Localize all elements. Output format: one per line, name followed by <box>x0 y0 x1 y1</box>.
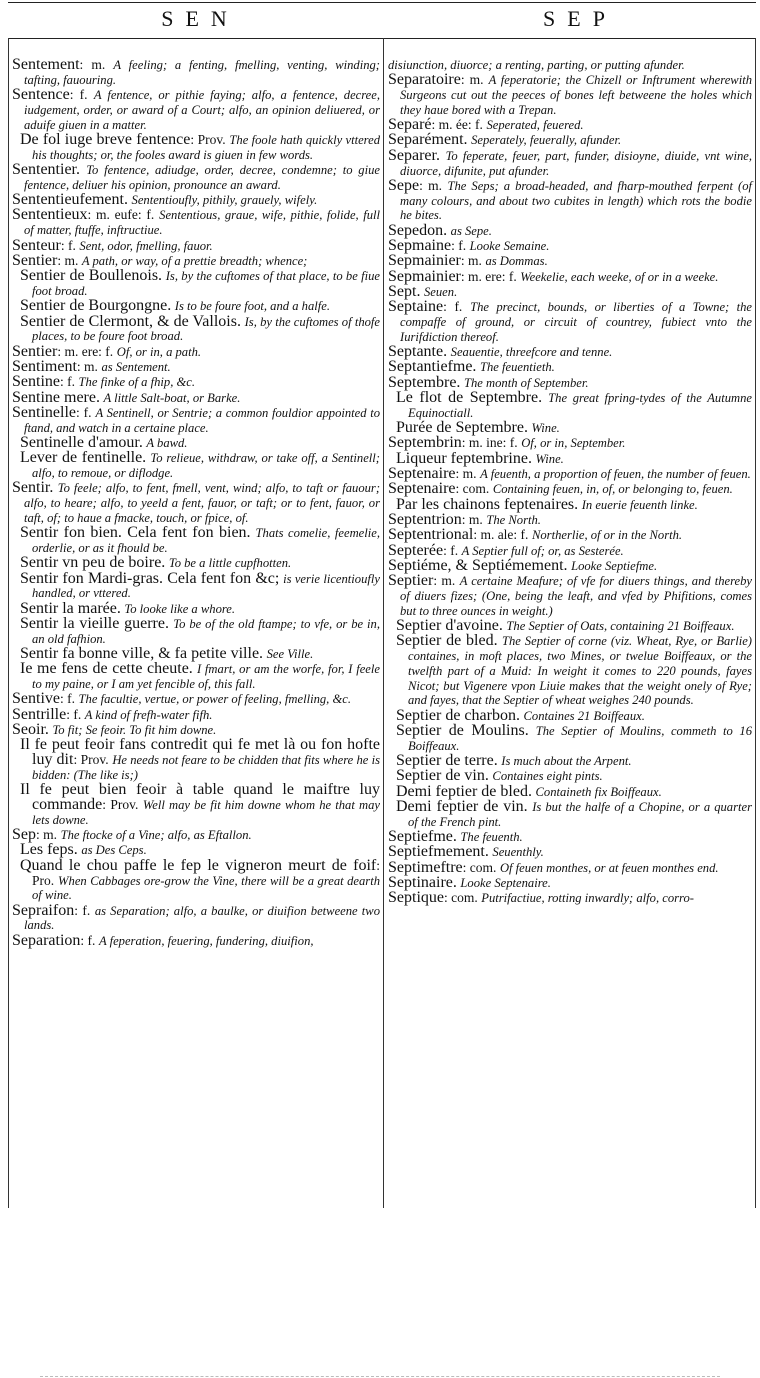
dictionary-entry <box>388 133 752 148</box>
entry-grammar: : m. <box>461 511 483 527</box>
header-rule <box>8 38 756 39</box>
entry-definition: A Sentinell, or Sentrie; a common fouldior appointed to ftand, and watch in a certaine place. <box>24 405 380 435</box>
entry-definition: To fit; Se feoir. To fit him downe. <box>52 723 217 738</box>
entry-headword: Septier de charbon. <box>396 706 520 724</box>
entry-grammar: : f. <box>66 706 82 722</box>
entry-grammar: : f. <box>69 87 88 103</box>
dictionary-entry <box>12 88 380 132</box>
entry-headword: Sepe <box>388 176 420 194</box>
dictionary-entry <box>12 163 380 193</box>
bottom-rule <box>40 1376 720 1377</box>
entry-grammar: : m. <box>79 57 106 72</box>
left-border <box>8 38 9 1208</box>
entry-headword: Sentier de Clermont, & de Vallois. <box>20 312 241 330</box>
entry-headword: Separé <box>388 116 432 134</box>
entry-headword: Septimeftre <box>388 858 463 876</box>
entry-definition: The feuenth. <box>460 830 523 845</box>
dictionary-entry <box>388 146 752 179</box>
entry-definition: To feperate, feuer, part, funder, disioyne, diuide, vnt wine, diuorce, difunite, put afunder. <box>400 148 752 178</box>
entry-definition: I fmart, or am the worfe, for, I feele to my paine, or I am yet fencible of, this fall. <box>32 662 380 692</box>
entry-headword: Sentier de Boullenois. <box>20 267 163 285</box>
entry-grammar: : m. <box>36 827 58 843</box>
entry-definition: Seperated, feuered. <box>486 118 584 133</box>
entry-definition: He needs not feare to be chidden that fits where he is bidden: (The like is;) <box>32 753 380 782</box>
dictionary-entry <box>12 662 380 692</box>
entry-headword: Septier de bled. <box>396 632 498 650</box>
entry-definition: as Separation; alfo, a baulke, or diuifion betweene two lands. <box>24 903 381 933</box>
entry-grammar: : f. <box>80 932 96 948</box>
entry-definition: A kind of frefh-water fifh. <box>84 707 213 722</box>
entry-definition: as Sepe. <box>450 223 492 238</box>
dictionary-entry <box>12 569 380 602</box>
entry-headword: Demi feptier de vin. <box>396 798 528 816</box>
entry-definition: The Septier of corne (viz. Wheat, Rye, or Barlie) containes, in moft places, two Mines, or twelue Boiffeaux, or the twelfth part of a Muid: In weight it comes to 220 pounds, fayes Nicot; but Vigenere vpon Liuie makes that the weight onely of Rye; and fayes, that the Septier of wheat weighes 240 pounds. <box>408 634 752 708</box>
entry-definition: Putrifactiue, rotting inwardly; alfo, corro- <box>481 891 694 906</box>
entry-headword: Liqueur feptembrine. <box>396 449 532 467</box>
entry-definition: Of, or in, a path. <box>116 344 202 359</box>
entry-definition: To feele; alfo, to fent, fmell, vent, wind; alfo, to taft or fauour; alfo, to heare; alfo, to yeeld a fent, fauor, or taft; or to fent, fauor, or taft, of; to haue a fmacke, touch, or fpice, of. <box>24 481 381 525</box>
entry-definition: Of feuen monthes, or at feuen monthes end. <box>499 860 719 875</box>
entry-definition: Well may be fit him downe whom he that may lets downe. <box>32 798 380 827</box>
dictionary-entry <box>12 901 381 934</box>
entry-definition: The precinct, bounds, or liberties of a Towne; the compaffe of ground, or circuit of countrey, fubiect vnto the Iurifdiction thereof. <box>400 300 752 344</box>
entry-definition: The foole hath quickly vttered his thoughts; or, the fooles award is giuen in few words. <box>32 132 381 162</box>
entry-headword: Demi feptier de bled. <box>396 782 532 800</box>
entry-headword: Separation <box>12 931 81 949</box>
entry-grammar: : f. <box>443 542 459 558</box>
entry-grammar: : m. eufe: f. <box>87 207 155 223</box>
entry-definition: A feuenth, a proportion of feuen, the number of feuen. <box>480 467 751 482</box>
entry-headword: Septante. <box>388 343 448 361</box>
entry-definition: A certaine Meafure; of vfe for diuers things, and thereby of diuers fizes; (One, being the leaft, and vfed by Phifitions, comes but to three ounces in weight.) <box>400 574 752 618</box>
entry-headword: Septier de Moulins. <box>396 722 529 740</box>
entry-headword: Septiefme. <box>388 828 457 846</box>
entry-definition: Looke Septenaire. <box>460 876 551 891</box>
entry-definition: The North. <box>486 512 541 527</box>
entry-headword: Sententier. <box>12 161 80 179</box>
entry-grammar: : m. <box>419 177 443 193</box>
entry-definition: Containes 21 Boiffeaux. <box>523 708 645 723</box>
entry-headword: Sepmaine <box>388 237 452 255</box>
entry-headword: Septiefmement. <box>388 843 489 861</box>
entry-definition: Is but the halfe of a Chopine, or a quarter of the French pint. <box>408 800 752 829</box>
entry-headword: Septantiefme. <box>388 358 477 376</box>
entry-definition: Seuenthly. <box>492 845 544 860</box>
dictionary-entry <box>12 481 380 525</box>
dictionary-entry <box>12 614 380 647</box>
running-head-left: SEN <box>161 6 239 31</box>
entry-definition: Looke Semaine. <box>469 239 550 254</box>
dictionary-entry <box>388 724 752 754</box>
entry-headword: Lever de fentinelle. <box>20 449 147 467</box>
entry-definition: To be a little cupfhotten. <box>168 556 292 571</box>
entry-headword: Septenaire <box>388 480 456 498</box>
entry-headword: Senteur <box>12 236 61 254</box>
dictionary-entry <box>12 403 380 436</box>
entry-grammar: : m. ine: f. <box>461 435 518 451</box>
entry-grammar: : Prov. <box>190 131 226 147</box>
entry-definition: is verie licentioufly handled, or vttered. <box>32 571 380 601</box>
entry-headword: Sentence <box>12 86 70 104</box>
entry-definition: Is much about the Arpent. <box>501 754 632 769</box>
entry-definition: A feperation, feuering, fundering, diuifion, <box>98 933 314 948</box>
entry-definition: A feeling; a fenting, fmelling, venting, winding; tafting, fauouring. <box>24 58 380 87</box>
dictionary-entry <box>12 931 380 949</box>
dictionary-entry <box>12 705 380 723</box>
entry-headword: Sentine mere. <box>12 388 100 406</box>
entry-headword: Sentive <box>12 690 60 708</box>
right-column <box>388 58 752 907</box>
entry-headword: Septier de vin. <box>396 767 489 785</box>
entry-headword: Septembre. <box>388 373 461 391</box>
entry-grammar: : com. <box>444 890 478 906</box>
dictionary-entry <box>12 312 381 345</box>
dictionary-entry <box>388 634 752 708</box>
entry-headword: Sepraifon <box>12 901 75 919</box>
dictionary-entry <box>388 300 752 344</box>
entry-definition: as Des Ceps. <box>81 843 147 858</box>
entry-grammar: : m. <box>57 252 79 268</box>
entry-headword: Sentiment <box>12 357 77 375</box>
entry-headword: Sentir fon Mardi-gras. Cela fent fon &c; <box>20 569 280 587</box>
entry-headword: Sentine <box>12 373 60 391</box>
entry-definition: To be of the old ftampe; to vfe, or be in, an old fafhion. <box>32 616 380 646</box>
entry-grammar: : m. <box>460 72 484 88</box>
entry-grammar: : Pro. <box>32 857 380 888</box>
entry-definition: Containeth fix Boiffeaux. <box>535 784 662 799</box>
entry-definition: Containing feuen, in, of, or belonging to, feuen. <box>492 482 733 497</box>
entry-headword: Sententieufement. <box>12 191 128 209</box>
entry-headword: Separément. <box>388 131 468 149</box>
entry-headword: Il fe peut feoir fans contredit qui fe met là ou fon hofte luy dit <box>20 736 380 769</box>
entry-headword: Le flot de Septembre. <box>396 389 543 407</box>
entry-grammar: : f. <box>60 237 76 253</box>
entry-definition: Is, by the cuftomes of that place, to be fiue foot broad. <box>32 269 380 298</box>
dictionary-entry <box>388 891 752 906</box>
entry-definition: Northerlie, of or in the North. <box>531 528 683 543</box>
entry-grammar: : f. <box>443 299 463 315</box>
column-divider <box>383 38 384 1208</box>
entry-headword: Septerée <box>388 541 444 559</box>
entry-definition: Wine. <box>531 421 560 436</box>
entry-definition: Is, by the cuftomes of thofe places, to be foure foot broad. <box>32 314 381 344</box>
entry-headword: Sentir vn peu de boire. <box>20 554 166 572</box>
entry-headword: Sentrille <box>12 705 67 723</box>
dictionary-entry <box>12 357 380 375</box>
entry-definition: A path, or way, of a prettie breadth; whence; <box>81 253 308 268</box>
dictionary-entry <box>388 800 752 830</box>
entry-grammar: : m. ere: f. <box>57 343 114 359</box>
entry-grammar: : m. <box>433 573 456 589</box>
dictionary-entry <box>12 856 381 903</box>
entry-headword: Septentrional <box>388 526 474 544</box>
entry-definition: The facultie, vertue, or power of feeling, fmelling, &c. <box>78 692 352 707</box>
entry-grammar: : m. ée: f. <box>431 117 483 133</box>
entry-headword: Sententieux <box>12 206 88 224</box>
dictionary-entry <box>388 73 752 117</box>
dictionary-entry <box>12 58 380 88</box>
entry-definition: The Septier of Oats, containing 21 Boiffeaux. <box>506 618 735 633</box>
entry-definition: A Septier full of; or, as Sesterée. <box>461 543 624 558</box>
entry-grammar: : f. <box>74 902 91 918</box>
entry-headword: Septembrin <box>388 434 462 452</box>
entry-grammar: : f. <box>75 404 92 420</box>
dictionary-entry <box>388 267 752 285</box>
entry-headword: Septenaire <box>388 465 456 483</box>
entry-grammar: : f. <box>451 238 467 254</box>
entry-definition: Wine. <box>535 451 564 466</box>
entry-headword: Sept. <box>388 282 421 300</box>
entry-definition: The finke of a fhip, &c. <box>78 375 196 390</box>
entry-grammar: : com. <box>455 481 490 497</box>
entry-grammar: : Prov. <box>73 752 109 768</box>
entry-headword: Septinaire. <box>388 874 457 892</box>
entry-headword: De fol iuge breve fentence <box>20 130 191 148</box>
entry-definition: The great fpring-tydes of the Autumne Equinoctiall. <box>408 391 752 420</box>
entry-headword: Sep <box>12 826 36 844</box>
entry-grammar: : m. ere: f. <box>460 268 517 284</box>
entry-headword: Separatoire <box>388 71 461 89</box>
running-head-right: SEP <box>543 6 617 31</box>
entry-definition: Weekelie, each weeke, of or in a weeke. <box>520 269 719 284</box>
entry-headword: Sentement <box>12 56 80 73</box>
entry-headword: Les feps. <box>20 841 78 859</box>
dictionary-entry <box>12 208 380 238</box>
entry-definition: To fentence, adiudge, order, decree, condemne; to giue fentence, deliuer his opinion, pronounce an award. <box>24 163 380 192</box>
entry-definition: The Seps; a broad-headed, and fharp-mouthed ferpent (of many colours, and about two cubites in length) which rots the bodie he bites. <box>400 178 752 223</box>
dictionary-entry <box>388 176 752 223</box>
dictionary-entry <box>12 236 380 254</box>
entry-definition: To relieue, withdraw, or take off, a Sentinell; alfo, to remoue, or diflodge. <box>32 451 380 481</box>
entry-definition: To looke like a whore. <box>124 601 236 616</box>
entry-grammar: : f. <box>60 374 75 390</box>
entry-headword: Quand le chou paffe le fep le vigneron meurt de foif <box>20 856 377 874</box>
entry-headword: Sepmainier <box>388 252 461 270</box>
entry-headword: Sentier de Bourgongne. <box>20 297 172 315</box>
entry-headword: Seoir. <box>12 721 49 739</box>
entry-grammar: : m. ale: f. <box>473 527 529 543</box>
dictionary-entry <box>12 692 380 707</box>
dictionary-entry <box>388 556 752 574</box>
entry-definition: as Dommas. <box>485 254 548 269</box>
entry-definition: The ftocke of a Vine; alfo, as Eftallon. <box>60 828 252 843</box>
entry-headword: Sepedon. <box>388 221 448 239</box>
dictionary-entry <box>12 526 380 556</box>
entry-headword: Sentir la vieille guerre. <box>20 614 169 632</box>
entry-definition: Thats comelie, feemelie, orderlie, or as it fhould be. <box>32 526 381 555</box>
entry-headword: Separer. <box>388 146 440 164</box>
entry-definition: disiunction, diuorce; a renting, parting, or putting afunder. <box>388 58 685 72</box>
entry-definition: A little Salt-boat, or Barke. <box>103 390 241 405</box>
entry-headword: Septier de terre. <box>396 752 498 770</box>
entry-definition: Containes eight pints. <box>492 769 603 784</box>
entry-definition: Seauentie, threefcore and tenne. <box>450 345 613 360</box>
entry-headword: Septier <box>388 572 434 590</box>
top-border <box>8 2 756 3</box>
entry-definition: A bawd. <box>146 435 188 450</box>
entry-definition: Seperately, feuerally, afunder. <box>471 133 622 148</box>
entry-definition: A fentence, or pithie faying; alfo, a fentence, decree, iudgement, order, or award of a Court; alfo, an opinion deliuered, or aduife giuen in a matter. <box>24 88 381 132</box>
dictionary-entry <box>12 451 380 481</box>
entry-headword: Ie me fens de cette cheute. <box>20 660 193 678</box>
dictionary-entry <box>388 391 752 421</box>
entry-headword: Septiéme, & Septiémement. <box>388 556 568 574</box>
entry-headword: Septaine <box>388 298 444 316</box>
entry-definition: Looke Septiefme. <box>571 558 658 573</box>
entry-headword: Par les chainons feptenaires. <box>396 495 579 513</box>
entry-definition: Is to be foure foot, and a halfe. <box>174 299 330 314</box>
entry-grammar: : f. <box>60 691 75 707</box>
entry-grammar: : Prov. <box>102 797 139 813</box>
dictionary-entry <box>12 269 380 299</box>
entry-grammar: : m. <box>76 358 98 374</box>
entry-headword: Sentier <box>12 251 58 269</box>
entry-headword: Purée de Septembre. <box>396 419 528 437</box>
right-border <box>755 38 756 1208</box>
entry-grammar: : com. <box>462 859 497 875</box>
entry-definition: The Septier of Moulins, commeth to 16 Boiffeaux. <box>408 724 753 753</box>
entry-definition: When Cabbages ore-grow the Vine, there will be a great dearth of wine. <box>32 873 381 903</box>
entry-definition: The feuentieth. <box>479 360 555 375</box>
entry-headword: Sentir fon bien. Cela fent fon bien. <box>20 524 251 542</box>
entry-definition: as Sentement. <box>101 359 171 374</box>
entry-headword: Septique <box>388 889 444 907</box>
dictionary-entry <box>12 738 380 782</box>
entry-definition: Sententioufly, pithily, grauely, wifely. <box>131 193 318 208</box>
entry-headword: Sentir fa bonne ville, & fa petite ville. <box>20 645 264 663</box>
entry-headword: Septier d'avoine. <box>396 616 503 634</box>
entry-definition: Of, or in, September. <box>521 436 626 451</box>
entry-headword: Sentier <box>12 342 58 360</box>
entry-grammar: : m. <box>460 253 482 269</box>
dictionary-entry <box>12 130 381 163</box>
entry-headword: Sentinelle d'amour. <box>20 433 143 451</box>
entry-headword: Il fe peut bien feoir à table quand le maiftre luy commande <box>20 781 380 814</box>
entry-definition: See Ville. <box>266 647 314 662</box>
entry-headword: Septentrion <box>388 510 462 528</box>
entry-headword: Sepmainier <box>388 267 461 285</box>
entry-definition: Seuen. <box>424 284 458 299</box>
left-column <box>12 58 380 949</box>
entry-grammar: : m. <box>455 466 477 482</box>
entry-definition: Sententious, graue, wife, pithie, folide, full of matter, ftuffe, inftructiue. <box>24 208 380 238</box>
entry-definition: Sent, odor, fmelling, fauor. <box>79 238 213 253</box>
entry-headword: Sentir la marée. <box>20 599 121 617</box>
dictionary-entry <box>12 783 380 827</box>
dictionary-entry <box>388 574 752 618</box>
entry-definition: A feperatorie; the Chizell or Inftrument wherewith Surgeons cut out the peeces of bones left betweene the holes which they haue bored with a Trepan. <box>400 73 752 117</box>
entry-headword: Sentir. <box>12 479 54 497</box>
entry-definition: The month of September. <box>463 375 589 390</box>
entry-definition: In euerie feuenth linke. <box>581 497 698 512</box>
entry-headword: Sentinelle <box>12 403 76 421</box>
